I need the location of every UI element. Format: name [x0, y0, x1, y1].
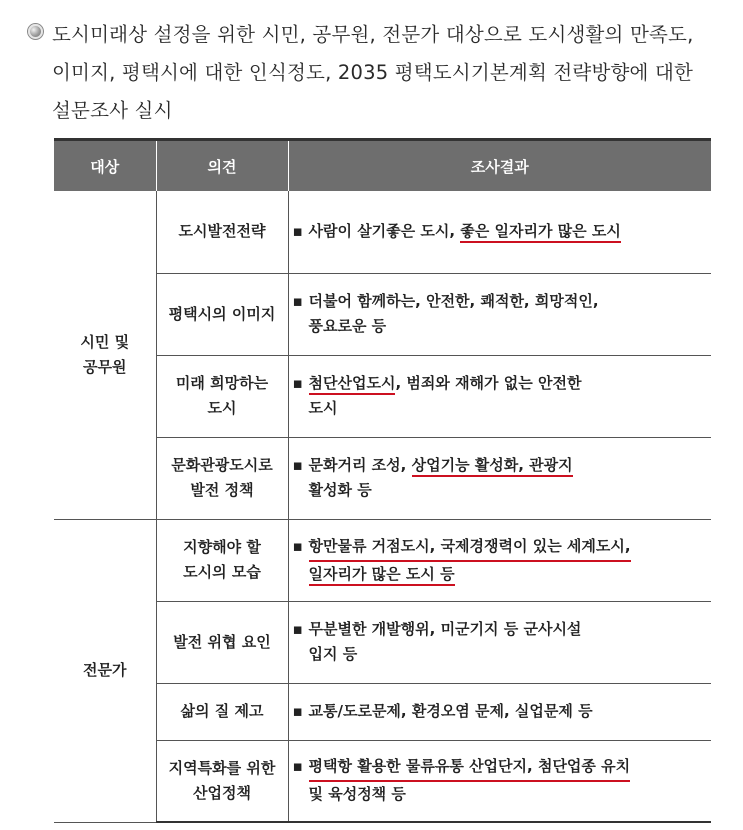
opinion-cell: 평택시의 이미지	[156, 273, 288, 355]
result-cell: ▪ 교통/도로문제, 환경오염 문제, 실업문제 등	[288, 683, 711, 740]
highlight-underline: 상업기능 활성화, 관광지	[412, 456, 573, 477]
highlight-underline: 항만물류 거점도시, 국제경쟁력이 있는 세계도시,	[309, 534, 631, 562]
opinion-cell: 지향해야 할 도시의 모습	[156, 519, 288, 601]
opinion-cell: 삶의 질 제고	[156, 683, 288, 740]
survey-results-table	[54, 138, 711, 823]
result-cell: ▪ 무분별한 개발행위, 미군기지 등 군사시설 입지 등	[288, 601, 711, 683]
result-cell	[288, 519, 711, 601]
highlight-underline: 평택항 활용한 물류유통 산업단지, 첨단업종 유치	[309, 754, 631, 782]
header-opinion: 의견	[156, 140, 288, 192]
circle-bullet-icon	[28, 24, 43, 39]
opinion-cell: 문화관광도시로 발전 정책	[156, 437, 288, 519]
highlight-underline: 일자리가 많은 도시 등	[309, 565, 455, 586]
table-header-row	[54, 140, 711, 192]
target-experts: 전문가	[54, 519, 156, 822]
highlight-underline: 좋은 일자리가 많은 도시	[460, 222, 621, 243]
table-row	[54, 519, 711, 601]
target-citizens-officials: 시민 및 공무원	[54, 191, 156, 519]
result-cell: ▪ 사람이 살기좋은 도시, 좋은 일자리가 많은 도시	[288, 191, 711, 273]
table-row	[54, 191, 711, 273]
opinion-cell: 지역특화를 위한 산업정책	[156, 740, 288, 822]
opinion-cell: 미래 희망하는 도시	[156, 355, 288, 437]
intro-text: 도시미래상 설정을 위한 시민, 공무원, 전문가 대상으로 도시생활의 만족도, 이미지, 평택시에 대한 인식정도, 2035 평택도시기본계획 전략방향에 대한 설문조사 실시	[52, 23, 694, 122]
result-cell: ▪ 더불어 함께하는, 안전한, 쾌적한, 희망적인, 풍요로운 등	[288, 273, 711, 355]
result-cell: ▪ 첨단산업도시, 범죄와 재해가 없는 안전한 도시	[288, 355, 711, 437]
opinion-cell: 도시발전전략	[156, 191, 288, 273]
opinion-cell: 발전 위협 요인	[156, 601, 288, 683]
highlight-underline: 첨단산업도시	[309, 374, 396, 395]
header-target: 대상	[54, 140, 156, 192]
result-cell: ▪ 평택항 활용한 물류유통 산업단지, 첨단업종 유치 및 육성정책 등	[288, 740, 711, 822]
result-cell: ▪ 문화거리 조성, 상업기능 활성화, 관광지 활성화 등	[288, 437, 711, 519]
header-result: 조사결과	[288, 140, 711, 192]
